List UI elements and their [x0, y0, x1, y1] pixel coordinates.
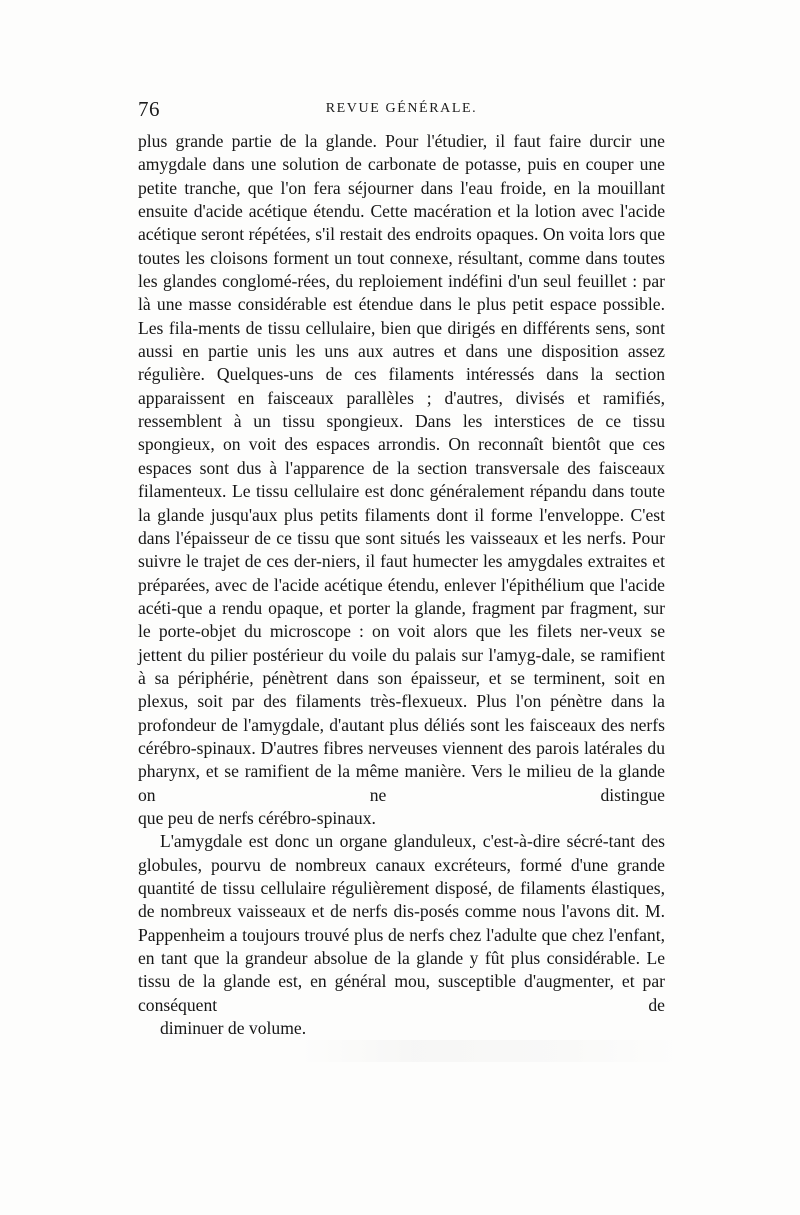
page-header — [138, 97, 665, 125]
running-title: REVUE GÉNÉRALE. — [325, 101, 478, 116]
paragraph-1-text: plus grande partie de la glande. Pour l'étudier, il faut faire durcir une amygdale dans une solution de carbonate de potasse, puis en couper une petite tranche, que l'on fera séjourner dans l'eau froide, en la mouillant ensuite d'acide acétique étendu. Cette macération et la lotion avec l'acide acétique seront répétées, s'il restait des endroits opaques. On voita lors que toutes les cloisons forment un tout connexe, résultant, comme dans toutes les glandes conglomé-rées, du reploiement indéfini d'un seul feuillet : par là une masse considérable est étendue dans le plus petit espace possible. Les fila-ments de tissu cellulaire, bien que dirigés en différents sens, sont aussi en partie unis les uns aux autres et dans une disposition assez régulière. Quelques-uns de ces filaments intéressés dans la section apparaissent en faisceaux parallèles ; d'autres, divisés et ramifiés, ressemblent à un tissu spongieux. Dans les interstices de ce tissu spongieux, on voit des espaces arrondis. On reconnaît bientôt que ces espaces sont dus à l'apparence de la section transversale des faisceaux filamenteux. Le tissu cellulaire est donc généralement répandu dans toute la glande jusqu'aux plus petits filaments dont il forme l'enveloppe. C'est dans l'épaisseur de ce tissu que sont situés les vaisseaux et les nerfs. Pour suivre le trajet de ces der-niers, il faut humecter les amygdales extraites et préparées, avec de l'acide acétique étendu, enlever l'épithélium que l'acide acéti-que a rendu opaque, et porter la glande, fragment par fragment, sur le porte-objet du microscope : on voit alors que les filets ner-veux se jettent du pilier postérieur du voile du palais sur l'amyg-dale, se ramifient à sa périphérie, pénètrent dans son épaisseur, et se terminent, soit en plexus, soit par des filaments très-flexueux. Plus l'on pénètre dans la profondeur de l'amygdale, d'autant plus déliés sont les faisceaux des nerfs cérébro-spinaux. D'autres fibres nerveuses viennent des parois latérales du pharynx, et se ramifient de la même manière. Vers le milieu de la glande on ne distingue — [138, 131, 665, 805]
page-number: 76 — [138, 97, 160, 121]
paragraph-1-last-line: que peu de nerfs cérébro-spinaux. — [138, 807, 376, 828]
paragraph-2-last-line: diminuer de volume. — [160, 1018, 307, 1039]
paragraph-2 — [138, 830, 665, 1040]
body-text — [138, 130, 665, 1040]
show-through-bleed — [300, 1040, 680, 1062]
paragraph-1 — [138, 130, 665, 830]
paragraph-2-text: L'amygdale est donc un organe glanduleux, c'est-à-dire sécré-tant des globules, pourvu de nombreux canaux excréteurs, formé d'une grande quantité de tissu cellulaire régulièrement disposé, de filaments élastiques, de nombreux vaisseaux et de nerfs dis-posés comme nous l'avons dit. M. Pappenheim a toujours trouvé plus de nerfs chez l'adulte que chez l'enfant, en tant que la grandeur absolue de la glande y fût plus considérable. Le tissu de la glande est, en général mou, susceptible d'augmenter, et par conséquent de — [138, 831, 665, 1015]
